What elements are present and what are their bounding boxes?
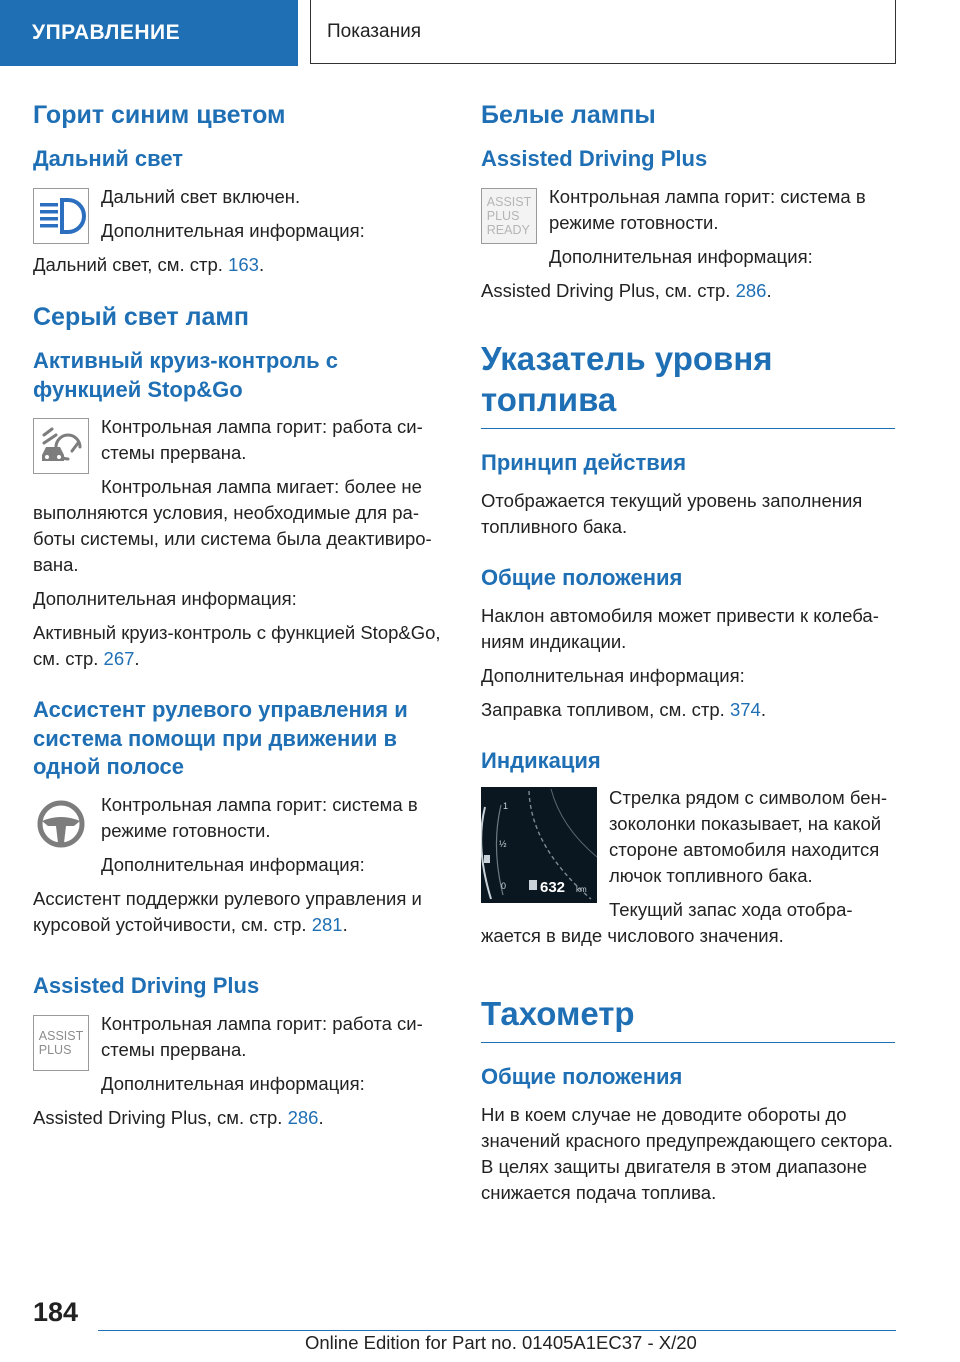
fuel-arrow-text: Стрелка рядом с символом бензоколонки показывает, на какой стороне автомобиля находится лючок топливного бака. [609, 787, 887, 887]
high-beam-reference: Дальний свет, см. стр. 163. [33, 253, 265, 275]
acc-more-info: Дополнительная информация: [33, 588, 297, 610]
heading-blue-lights: Горит синим цветом [33, 101, 286, 129]
adp-white-block [481, 184, 895, 278]
subheading-assisted-driving-plus-white: Assisted Driving Plus [481, 146, 708, 172]
heading-fuel-gauge: Указатель уровня топлива [481, 338, 895, 430]
cruise-control-icon [33, 418, 89, 474]
fuel-gauge-image [481, 787, 597, 903]
steering-block [33, 792, 443, 886]
steering-wheel-icon [33, 796, 89, 852]
high-beam-icon [33, 188, 89, 244]
adp-gray-more-info: Дополнительная информация: [101, 1072, 365, 1094]
adp-white-reference: Assisted Driving Plus, см. стр. 286. [481, 279, 772, 301]
steering-more-info: Дополнительная информация: [101, 854, 365, 876]
left-column [33, 100, 443, 1139]
subheading-display: Индикация [481, 747, 601, 773]
acc-block [33, 414, 443, 586]
section-title: Показания [310, 0, 896, 64]
svg-text:1: 1 [503, 801, 509, 812]
adp-gray-block [33, 1011, 443, 1105]
assist-plus-icon: ASSIST PLUS [33, 1015, 89, 1071]
fuel-reference: Заправка топливом, см. стр. 374. [481, 698, 766, 720]
page-link-267[interactable]: 267 [103, 648, 135, 670]
subheading-general-fuel: Общие положения [481, 564, 683, 590]
subheading-principle: Принцип действия [481, 450, 687, 476]
tach-text: Ни в коем случае не доводите обороты до значений красного предупреждающего сектора. В целях защиты двигателя в этом диапазоне снижается подача топлива. [481, 1103, 893, 1203]
fuel-general-text: Наклон автомобиля может привести к колебаниям индикации. [481, 604, 879, 652]
high-beam-block [33, 184, 443, 286]
steering-reference: Ассистент поддержки рулевого управления и курсовой устойчивости, см. стр. 281. [33, 888, 422, 936]
heading-tachometer: Тахометр [481, 993, 895, 1043]
fuel-more-info: Дополнительная информация: [481, 664, 745, 686]
page-link-286-left[interactable]: 286 [287, 1106, 319, 1128]
fuel-principle-text: Отображается текущий уровень заполнения топливного бака. [481, 489, 863, 537]
page-link-374[interactable]: 374 [729, 698, 761, 720]
svg-text:km: km [576, 885, 587, 895]
assist-plus-ready-icon: ASSIST PLUS READY [481, 188, 537, 244]
adp-gray-text: Контрольная лампа горит: работа системы прервана. [101, 1012, 423, 1060]
heading-gray-lights: Серый свет ламп [33, 302, 249, 331]
subheading-acc-stop-go: Активный круиз-контроль с функцией Stop&Go [33, 348, 339, 402]
page-link-163[interactable]: 163 [228, 253, 259, 275]
high-beam-text: Дальний свет включен. [101, 185, 301, 207]
page-number: 184 [33, 1297, 79, 1327]
subheading-high-beam: Дальний свет [33, 146, 184, 172]
footer-divider [98, 1330, 896, 1331]
adp-gray-reference: Assisted Driving Plus, см. стр. 286. [33, 1106, 324, 1128]
fuel-display-block [481, 785, 895, 957]
steering-text: Контрольная лампа горит: система в режиме готовности. [101, 794, 418, 842]
acc-reference: Активный круиз-контроль с функцией Stop&Go, см. стр. 267. [33, 622, 441, 670]
footer-edition: Online Edition for Part no. 01405A1EC37 - X/20 [305, 1332, 697, 1353]
subheading-general-tach: Общие положения [481, 1064, 683, 1090]
high-beam-more-info: Дополнительная информация: [101, 219, 365, 241]
page-link-281[interactable]: 281 [311, 914, 343, 936]
svg-text:½: ½ [499, 839, 507, 850]
acc-text-on: Контрольная лампа горит: работа системы прервана. [101, 416, 423, 464]
page-link-286-right[interactable]: 286 [735, 279, 767, 301]
chapter-tab: УПРАВЛЕНИЕ [0, 0, 298, 66]
svg-text:0: 0 [501, 881, 507, 892]
svg-text:632: 632 [540, 879, 566, 897]
subheading-assisted-driving-plus-gray: Assisted Driving Plus [33, 973, 260, 999]
heading-white-lights: Белые лампы [481, 101, 656, 129]
fuel-range-text: Текущий запас хода отображается в виде числового значения. [481, 899, 853, 947]
right-column [481, 100, 895, 1214]
subheading-steering-assist: Ассистент рулевого управления и система помощи при движении в одной полосе [33, 697, 408, 780]
adp-white-more-info: Дополнительная информация: [549, 245, 813, 267]
adp-white-text: Контрольная лампа горит: система в режиме готовности. [549, 185, 866, 233]
acc-text-blink: Контрольная лампа мигает: более не выполняются условия, необходимые для работы системы, или система была деактивирована. [33, 476, 432, 576]
